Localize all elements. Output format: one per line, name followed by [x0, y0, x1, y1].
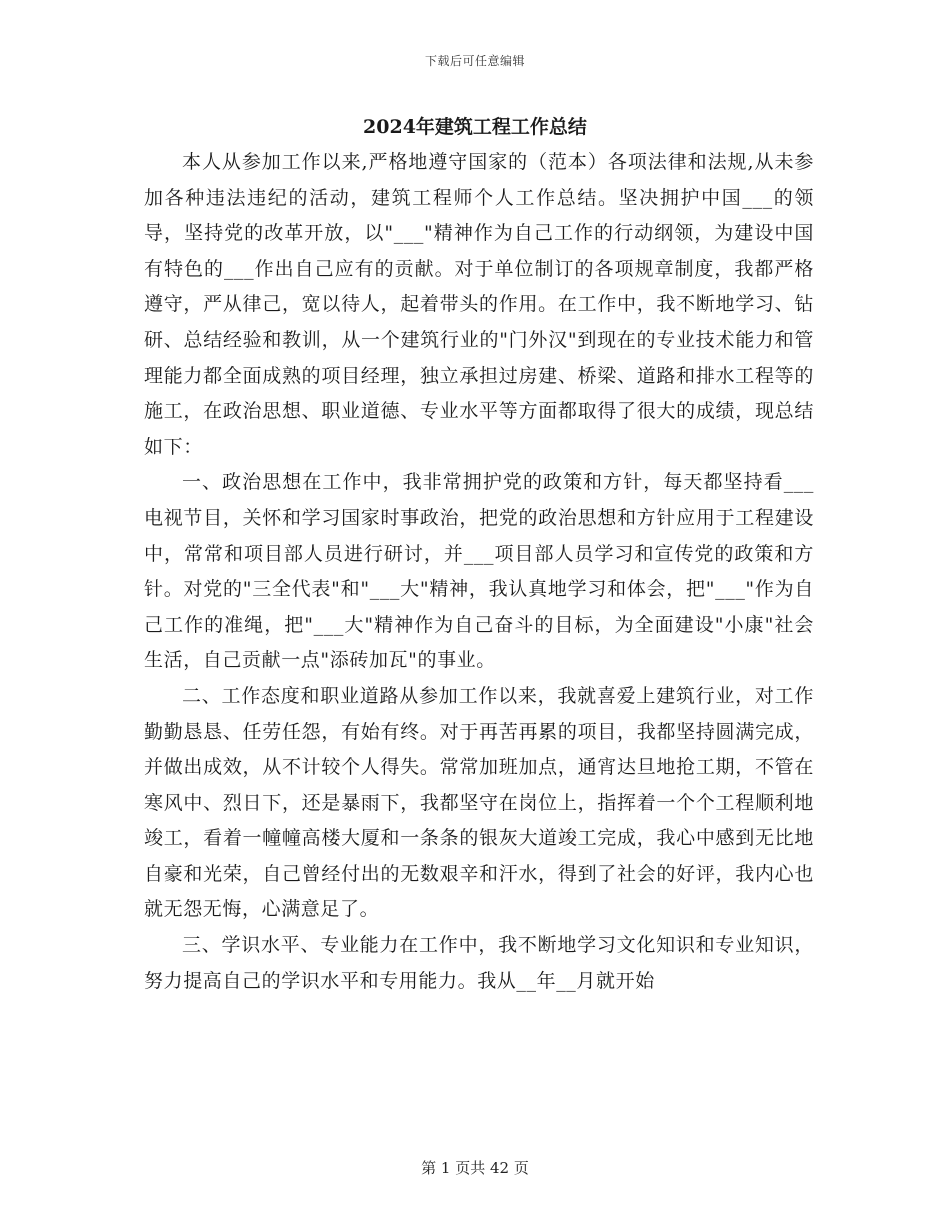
paragraph-political: 一、政治思想在工作中，我非常拥护党的政策和方针，每天都坚持看___电视节目，关怀和学习国家时事政治，把党的政治思想和方针应用于工程建设中，常常和项目部人员进行研讨，并___项目部人员学习和宣传党的政策和方针。对党的"三全代表"和"___大"精神，我认真地学习和体会，把"___"作为自己工作的准绳，把"___大"精神作为自己奋斗的目标，为全面建设"小康"社会生活，自己贡献一点"添砖加瓦"的事业。: [144, 471, 814, 672]
page-number: 第 1 页共 42 页: [421, 1159, 529, 1177]
paragraph-knowledge: 三、学识水平、专业能力在工作中，我不断地学习文化知识和专业知识，努力提高自己的学识水平和专用能力。我从__年__月就开始: [144, 934, 814, 992]
paragraph-attitude: 二、工作态度和职业道路从参加工作以来，我就喜爱上建筑行业，对工作勤勤恳恳、任劳任怨，有始有终。对于再苦再累的项目，我都坚持圆满完成，并做出成效，从不计较个人得失。常常加班加点，通宵达旦地抢工期，不管在寒风中、烈日下，还是暴雨下，我都坚守在岗位上，指挥着一个个工程顺利地竣工，看着一幢幢高楼大厦和一条条的银灰大道竣工完成，我心中感到无比地自豪和光荣，自己曾经付出的无数艰辛和汗水，得到了社会的好评，我内心也就无怨无悔，心满意足了。: [144, 684, 814, 921]
header-note: 下载后可任意编辑: [424, 54, 525, 68]
document-title: 2024年建筑工程工作总结: [363, 116, 587, 138]
paragraph-intro: 本人从参加工作以来,严格地遵守国家的（范本）各项法律和法规,从未参加各种违法违纪的活动，建筑工程师个人工作总结。坚决拥护中国___的领导，坚持党的改革开放，以"___"精神作为自己工作的行动纲领，为建设中国有特色的___作出自己应有的贡献。对于单位制订的各项规章制度，我都严格遵守，严从律己，宽以待人，起着带头的作用。在工作中，我不断地学习、钻研、总结经验和教训，从一个建筑行业的"门外汉"到现在的专业技术能力和管理能力都全面成熟的项目经理，独立承担过房建、桥梁、道路和排水工程等的施工，在政治思想、职业道德、专业水平等方面都取得了很大的成绩，现总结如下：: [144, 151, 814, 458]
document-body: [144, 145, 814, 999]
